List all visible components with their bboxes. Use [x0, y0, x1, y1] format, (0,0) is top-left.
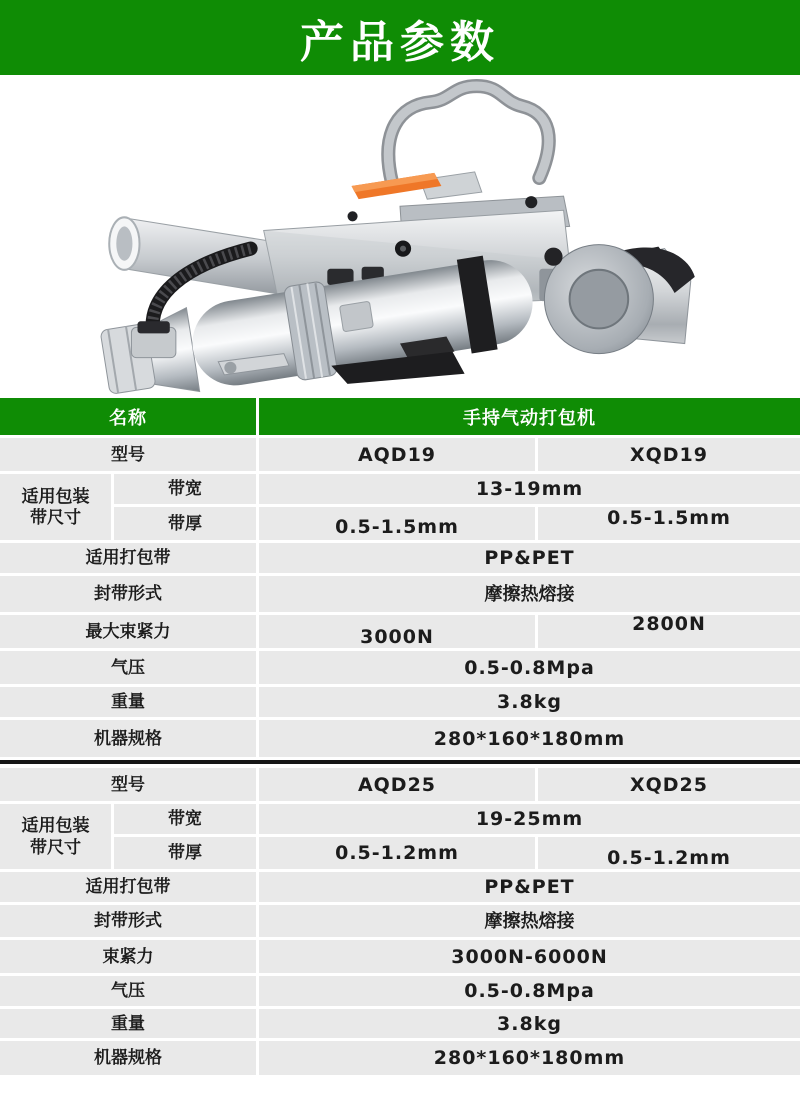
t1-seal-label-cell: 封带形式 — [0, 576, 256, 612]
strapping-tool-illustration — [90, 79, 710, 394]
t2-strap-type-label-cell: 适用打包带 — [0, 872, 256, 902]
t1-size-label-cell: 机器规格 — [0, 720, 256, 757]
t2-thickness-label-cell: 带厚 — [114, 837, 256, 869]
t1-seal-value-cell: 摩擦热熔接 — [259, 576, 800, 612]
t1-weight-label-cell: 重量 — [0, 687, 256, 717]
t2-pressure-label-cell: 气压 — [0, 976, 256, 1006]
t2-weight-label-cell: 重量 — [0, 1009, 256, 1038]
t2-weight-value-cell: 3.8kg — [259, 1009, 800, 1038]
t1-model-label-cell: 型号 — [0, 438, 256, 471]
spec-table-aqd19 — [0, 398, 800, 757]
t1-strap-type-label-cell: 适用打包带 — [0, 543, 256, 573]
spec-table-aqd25 — [0, 768, 800, 1075]
t1-tension-b-cell: 2800N — [538, 615, 800, 648]
t2-model-a-cell: AQD25 — [259, 768, 535, 801]
orange-lever — [352, 172, 482, 199]
t1-strap-type-value-cell: PP&PET — [259, 543, 800, 573]
t1-model-a-cell: AQD19 — [259, 438, 535, 471]
product-photo — [0, 75, 800, 398]
t2-width-value-cell: 19-25mm — [259, 804, 800, 834]
t2-seal-value-cell: 摩擦热熔接 — [259, 905, 800, 937]
t2-model-b-cell: XQD25 — [538, 768, 800, 801]
t1-size-value-cell: 280*160*180mm — [259, 720, 800, 757]
t2-thickness-a-cell: 0.5-1.2mm — [259, 837, 535, 869]
t2-width-label-cell: 带宽 — [114, 804, 256, 834]
t1-thickness-label-cell: 带厚 — [114, 507, 256, 540]
t2-strap-type-value-cell: PP&PET — [259, 872, 800, 902]
t1-width-label-cell: 带宽 — [114, 474, 256, 504]
t2-size-label-cell: 机器规格 — [0, 1041, 256, 1075]
t1-thickness-b-cell: 0.5-1.5mm — [538, 507, 800, 540]
t1-pressure-value-cell: 0.5-0.8Mpa — [259, 651, 800, 684]
t2-thickness-b-cell: 0.5-1.2mm — [538, 837, 800, 869]
table-divider-line — [0, 760, 800, 764]
t1-header-value-cell — [259, 398, 800, 435]
end-cap — [544, 245, 653, 354]
t2-tension-value-cell: 3000N-6000N — [259, 940, 800, 973]
t2-size-value-cell: 280*160*180mm — [259, 1041, 800, 1075]
t2-pressure-value-cell: 0.5-0.8Mpa — [259, 976, 800, 1006]
t1-tension-a-cell: 3000N — [259, 615, 535, 648]
t2-seal-label-cell: 封带形式 — [0, 905, 256, 937]
t1-strap-size-cell: 适用包装 带尺寸 — [0, 474, 111, 540]
t2-tension-label-cell: 束紧力 — [0, 940, 256, 973]
t1-header-label: 名称 — [109, 407, 147, 428]
t1-tension-label-cell: 最大束紧力 — [0, 615, 256, 648]
t1-pressure-label-cell: 气压 — [0, 651, 256, 684]
t1-width-value-cell: 13-19mm — [259, 474, 800, 504]
t1-header-value: 手持气动打包机 — [463, 407, 596, 428]
t1-weight-value-cell: 3.8kg — [259, 687, 800, 717]
t1-thickness-a-cell: 0.5-1.5mm — [259, 507, 535, 540]
carry-handle — [388, 86, 548, 182]
t1-model-b-cell: XQD19 — [538, 438, 800, 471]
t2-strap-size-cell: 适用包装 带尺寸 — [0, 804, 111, 869]
banner — [0, 0, 800, 75]
page-title: 产品参数 — [300, 17, 500, 67]
t1-header-name-cell — [0, 398, 256, 435]
t2-model-label-cell: 型号 — [0, 768, 256, 801]
